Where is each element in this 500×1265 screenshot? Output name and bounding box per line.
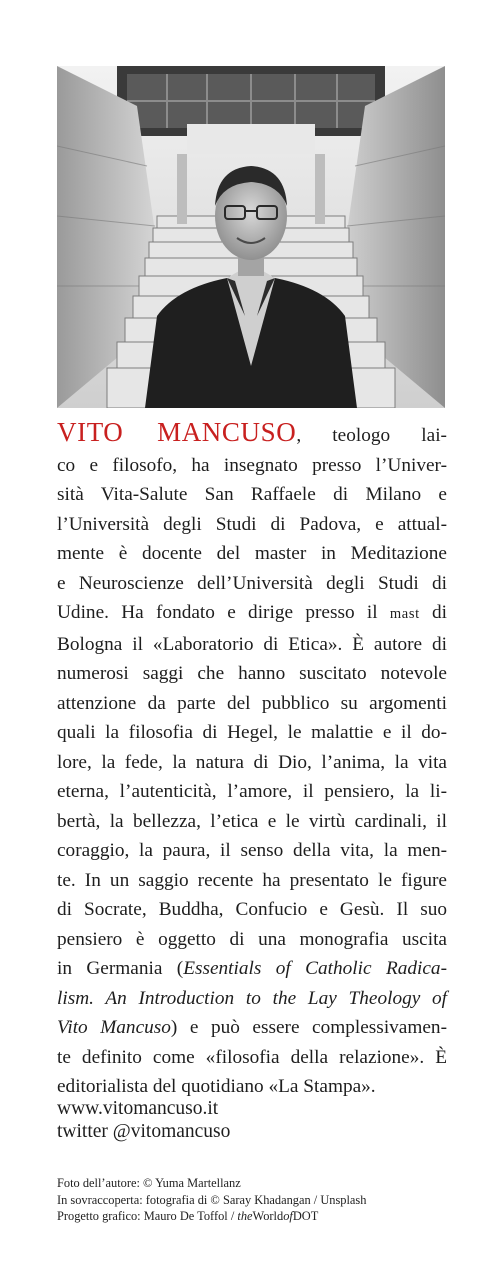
author-links [57, 1097, 230, 1143]
bio-line: Vito Mancuso) e può essere complessivamen- [57, 1017, 447, 1038]
author-portrait-image [57, 66, 445, 408]
twitter-handle[interactable]: twitter @vitomancuso [57, 1121, 231, 1142]
bio-line: VITO MANCUSO, teologo lai- [57, 417, 447, 447]
bio-line: Bologna il «Laboratorio di Etica». È autore di [57, 633, 447, 655]
credits [57, 1175, 366, 1225]
bio-line: sità Vita-Salute San Raffaele di Milano e [57, 484, 447, 505]
book-title-italic: lism. An Introduction to the Lay Theology of [57, 987, 447, 1009]
bio-line: bertà, la bellezza, l’etica e le virtù cardinali, il [57, 810, 447, 832]
bio-line: di Socrate, Buddha, Confucio e Gesù. Il suo [57, 899, 447, 920]
bio-line: pensiero è oggetto di una monografia uscita [57, 928, 447, 950]
bio-line: lore, la fede, la natura di Dio, l’anima, la vita [57, 751, 447, 773]
bio-line: coraggio, la paura, il senso della vita, la men- [57, 840, 447, 861]
bio-line: mente è docente del master in Meditazione [57, 543, 447, 564]
mast-smallcaps: mast [389, 606, 420, 622]
bio-line [57, 984, 447, 1014]
bio-line: l’Università degli Studi di Padova, e attual- [57, 513, 447, 535]
book-title-italic: Essentials of Catholic Radica- [183, 958, 447, 979]
bio-line: eterna, l’autenticità, l’amore, il pensiero, la li- [57, 781, 447, 802]
bio-line: Udine. Ha fondato e dirige presso il mast di [57, 602, 447, 623]
bio-line: in Germania (Essentials of Catholic Radica- [57, 958, 447, 979]
bio-line: numerosi saggi che hanno suscitato notevole [57, 663, 447, 684]
bio-line: co e filosofo, ha insegnato presso l’Univer- [57, 454, 447, 476]
bio-line: editorialista del quotidiano «La Stampa». [57, 1076, 376, 1097]
bio-line: te. In un saggio recente ha presentato le figure [57, 869, 447, 891]
bio-line: attenzione da parte del pubblico su argomenti [57, 692, 447, 714]
author-bio [57, 418, 447, 1102]
bio-line: e Neuroscienze dell’Università degli Studi di [57, 572, 447, 594]
bio-line: te definito come «filosofia della relazione». È [57, 1046, 447, 1068]
bio-line: quali la filosofia di Hegel, le malattie e il do- [57, 722, 447, 743]
design-credit: Progetto grafico: Mauro De Toffol / theWorldofDOT [57, 1209, 319, 1223]
author-name: VITO MANCUSO [57, 417, 297, 447]
book-title-italic: Vito Mancuso [57, 1017, 171, 1038]
website-link[interactable]: www.vitomancuso.it [57, 1098, 219, 1119]
cover-credit: In sovraccoperta: fotografia di © Saray Khadangan / Unsplash [57, 1192, 367, 1207]
photo-credit: Foto dell’autore: © Yuma Martellanz [57, 1176, 241, 1190]
theworldofdot-logo: theWorldofDOT [237, 1209, 319, 1223]
